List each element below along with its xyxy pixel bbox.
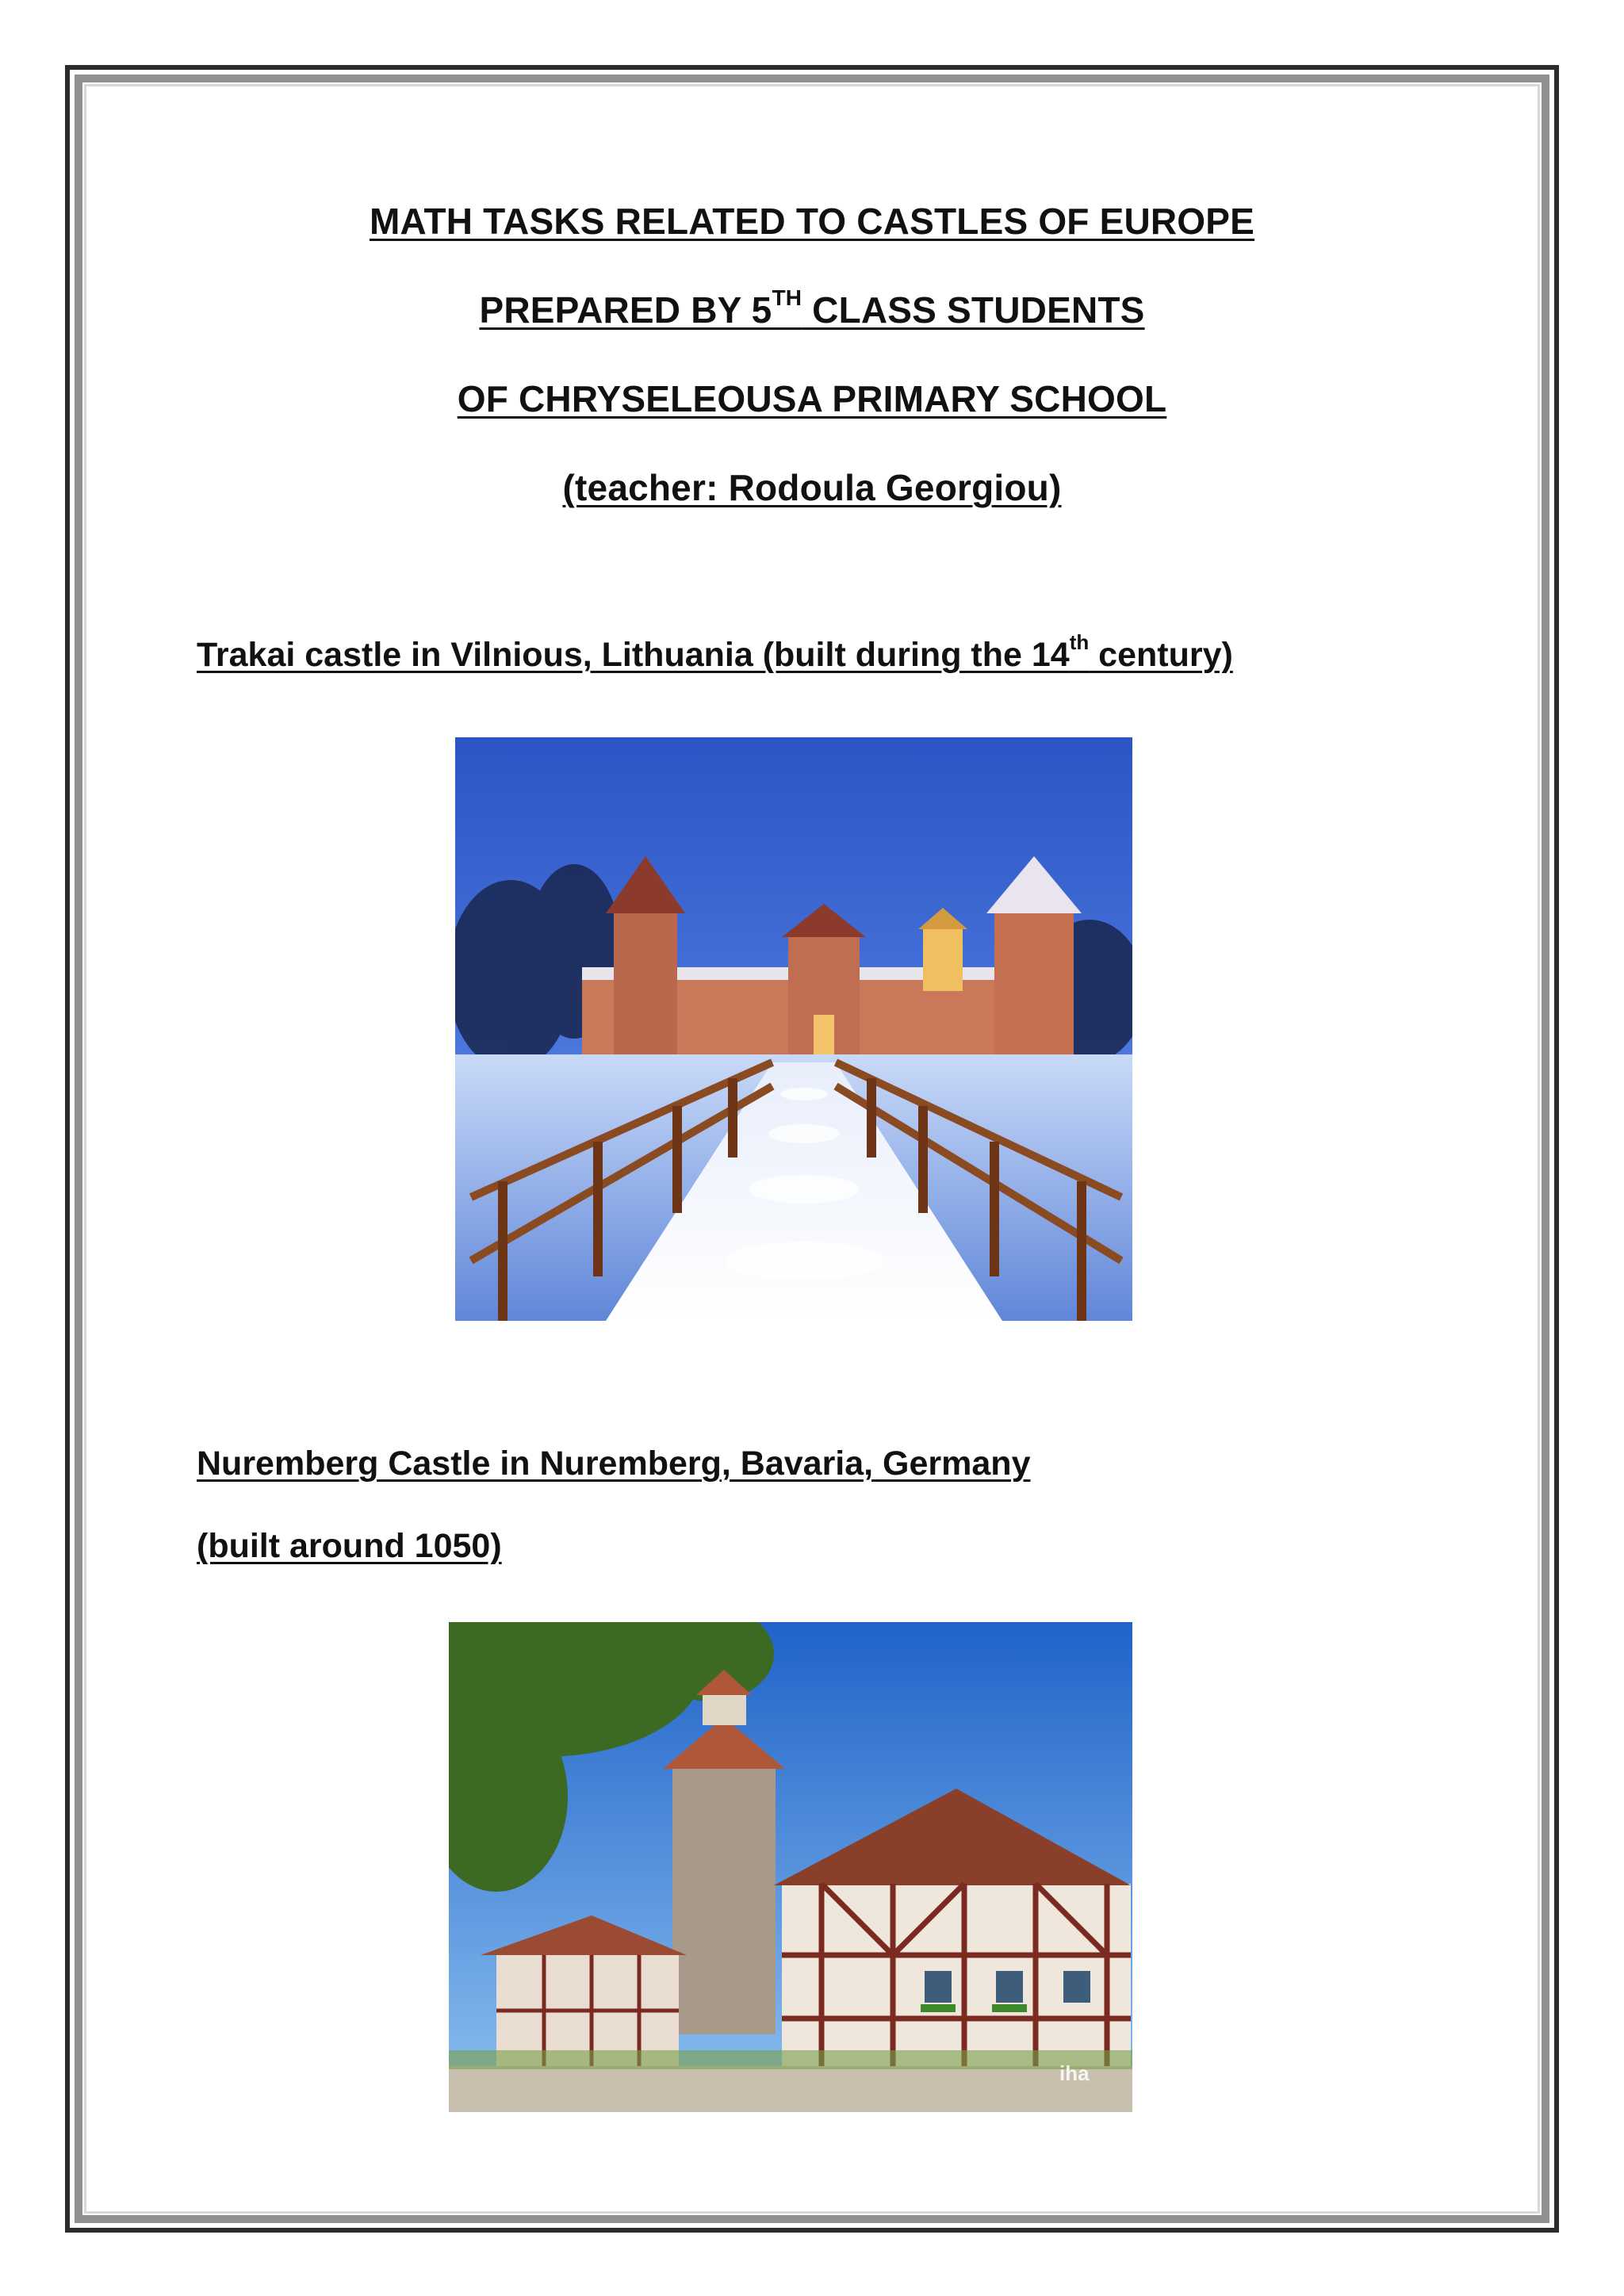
trakai-caption-sup: th [1069, 629, 1090, 654]
nuremberg-caption-line-1: Nuremberg Castle in Nuremberg, Bavaria, Germany [197, 1445, 1031, 1483]
iha-watermark: iha [1059, 2061, 1090, 2085]
trakai-caption [197, 629, 1233, 675]
title-line-2-sup: TH [772, 285, 802, 310]
trakai-caption-pre: Trakai castle in Vilnious, Lithuania (built during the 14 [197, 636, 1070, 674]
title-line-4: (teacher: Rodoula Georgiou) [562, 467, 1062, 508]
nuremberg-castle-photo [449, 1622, 1132, 2112]
title-line-2-post: CLASS STUDENTS [802, 289, 1145, 331]
nuremberg-caption-line-2: (built around 1050) [197, 1527, 502, 1565]
title-line-2-pre: PREPARED BY 5 [479, 289, 772, 331]
title-line-3: OF CHRYSELEOUSA PRIMARY SCHOOL [457, 378, 1167, 419]
trakai-castle-photo [455, 737, 1132, 1321]
title-line-1: MATH TASKS RELATED TO CASTLES OF EUROPE [369, 201, 1255, 242]
trakai-caption-post: century) [1089, 636, 1233, 674]
title-line-2 [0, 285, 1624, 331]
